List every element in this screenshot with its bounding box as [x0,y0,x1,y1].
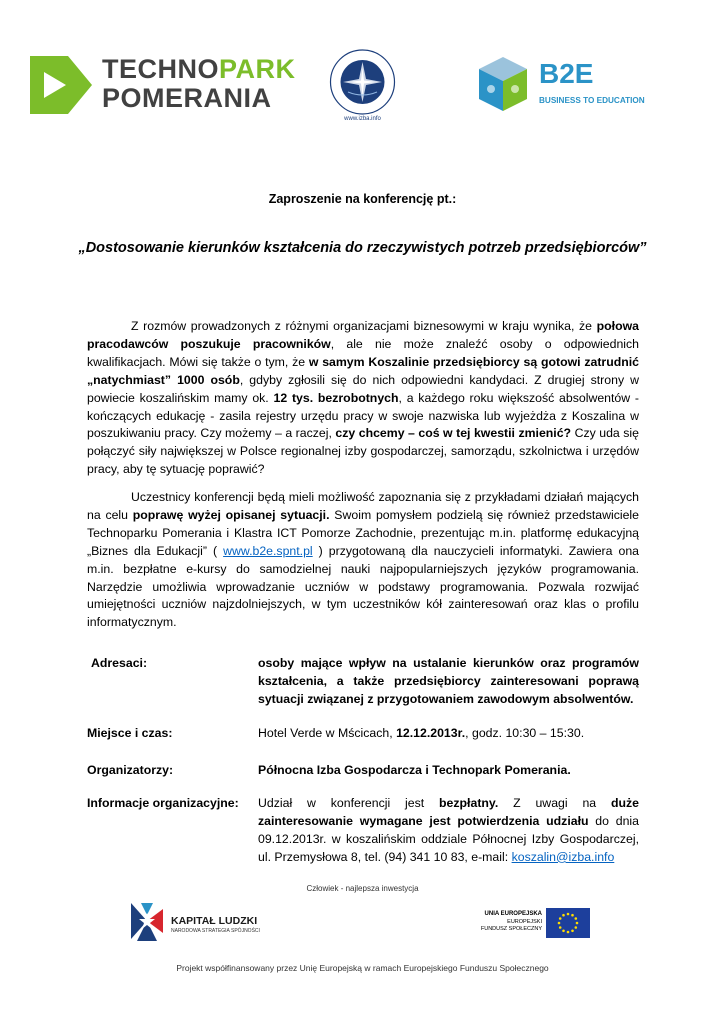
conference-title: „Dostosowanie kierunków kształcenia do rzeczywistych potrzeb przedsiębiorców” [78,240,647,256]
b2e-subtitle: BUSINESS TO EDUCATION [539,96,645,105]
kl-subtitle: NARODOWA STRATEGIA SPÓJNOŚCI [171,928,260,934]
pig-url: www.izba.info [344,116,381,122]
kapital-ludzki-logo [127,899,267,945]
kapital-ludzki-star-icon [127,899,167,943]
technopark-play-icon [22,52,94,118]
b2e-logo [475,55,645,125]
logo-word-park: PARK [219,54,296,84]
value-organizatorzy: Północna Izba Gospodarcza i Technopark Pomerania. [258,763,571,777]
eu-flag-icon [546,908,590,938]
label-organizatorzy: Organizatorzy: [87,763,174,777]
motto: Człowiek - najlepsza inwestycja [306,884,419,893]
pig-seal-logo [320,48,405,128]
eu-subtitle-2: FUNDUSZ SPOŁECZNY [480,925,542,932]
eu-title: UNIA EUROPEJSKA [484,911,542,917]
eu-subtitle-1: EUROPEJSKI [507,919,542,925]
b2e-link[interactable]: www.b2e.spnt.pl [223,543,313,558]
logo-word-techno: TECHNO [102,54,219,84]
technopark-pomerania-logo [22,52,296,118]
b2e-title: B2E [539,58,594,89]
eu-logo [480,907,590,939]
value-informacje: Udział w konferencji jest bezpłatny. Z uwagi na duże zainteresowanie wymagane jest potwierdzenia udziału do dnia 09.12.2013r. w koszalińskim oddziale Północnej Izby Gospodarczej, ul. Przemysłowa 8, tel. (94) 341 10 83, e-mail: koszalin@izba.info [258,796,639,864]
cube-puzzle-icon [475,55,531,121]
cofinance-note: Projekt współfinansowany przez Unię Europejską w ramach Europejskiego Funduszu Społecznego [176,963,549,973]
paragraph-participants: Uczestnicy konferencji będą mieli możliwość zapoznania się z przykładami działań mających na celu poprawę wyżej opisanej sytuacji. Swoim pomysłem podzielą się również przedstawiciele Technoparku Pomerania i Klastra ICT Pomorze Zachodnie, prezentując m.in. platformę edukacyjną „Biznes dla Edukacji” ( www.b2e.spnt.pl ) przygotowaną dla nauczycieli informatyki. Zawiera ona m.in. bezpłatne e-kursy do samodzielnej nauki najpopularniejszych języków programowania. Narzędzie umożliwia wprowadzanie uczniów w podstawy programowania. Pozwala rozwijać umiejętności uczniów najzdolniejszych, w tym uczestników kół zainteresowań oraz klas o profilu informatycznym. [87,490,640,630]
label-informacje: Informacje organizacyjne: [87,796,239,810]
invitation-heading: Zaproszenie na konferencję pt.: [268,192,457,206]
logo-word-pomerania: POMERANIA [102,83,272,113]
value-miejsce: Hotel Verde w Mścicach, 12.12.2013r., godz. 10:30 – 15:30. [258,726,585,740]
paragraph-intro: Z rozmów prowadzonych z różnymi organizacjami biznesowymi w kraju wynika, że połowa pracodawców poszukuje pracowników, ale nie może znaleźć osoby o odpowiednich kwalifikacjach. Mówi się także o tym, że w samym Koszalinie przedsiębiorcy są gotowi zatrudnić „natychmiast” 1000 osób, gdyby zgłosili się do nich odpowiedni kandydaci. Z drugiej strony w powiecie koszalińskim mamy ok. 12 tys. bezrobotnych, a każdego roku większość absolwentów - kończących edukację - zasila rejestry urzędu pracy w swoje nazwiska lub wyjeżdża z Koszalina w poszukiwaniu pracy. Czy możemy – a raczej, czy chcemy – coś w tej kwestii zmienić? Czy uda się połączyć siły największej w Polsce regionalnej izby gospodarczej, samorządu, szkolnictwa i urzędów pracy, aby tę sytuację poprawić? [87,319,640,477]
email-link[interactable]: koszalin@izba.info [511,849,615,864]
value-adresaci: osoby mające wpływ na ustalanie kierunków oraz programów kształcenia, a także przedsiębiorcy zainteresowani poprawą sytuacji związanej z przygotowaniem zawodowym absolwentów. [258,656,639,706]
label-miejsce: Miejsce i czas: [87,726,173,740]
compass-seal-icon [320,48,405,116]
kl-title: KAPITAŁ LUDZKI [171,915,258,927]
label-adresaci: Adresaci: [91,656,148,670]
